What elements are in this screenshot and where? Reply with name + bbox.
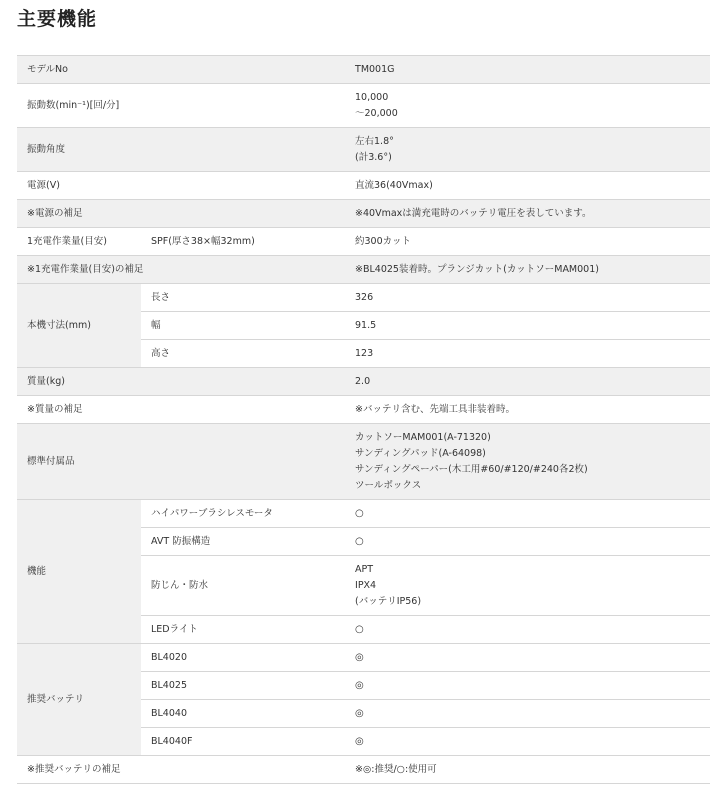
circle-mark: ○ [345, 500, 710, 528]
page-title: 主要機能 [17, 8, 98, 30]
row-label: 質量(kg) [17, 368, 345, 396]
row-functions [17, 500, 710, 528]
row-value: ※◎:推奨/○:使用可 [345, 756, 710, 784]
row-value [345, 556, 710, 616]
row-model [17, 56, 710, 84]
value-line: カットソーMAM001(A-71320) [355, 431, 491, 443]
row-label: 機能 [17, 500, 141, 644]
row-value [345, 128, 710, 172]
row-sublabel: BL4040F [141, 728, 345, 756]
row-work [17, 228, 710, 256]
row-label: 1充電作業量(目安) [17, 228, 141, 256]
row-sublabel: BL4020 [141, 644, 345, 672]
row-sublabel: BL4025 [141, 672, 345, 700]
row-label: ※電源の補足 [17, 200, 345, 228]
row-work-note [17, 256, 710, 284]
value-line: ～20,000 [355, 107, 398, 119]
row-value: 326 [345, 284, 710, 312]
row-sublabel: 防じん・防水 [141, 556, 345, 616]
row-value: ※40Vmaxは満充電時のバッテリ電圧を表しています。 [345, 200, 710, 228]
double-circle-mark: ◎ [345, 644, 710, 672]
row-value: 直流36(40Vmax) [345, 172, 710, 200]
row-value: 2.0 [345, 368, 710, 396]
row-sublabel: 幅 [141, 312, 345, 340]
row-label: ※1充電作業量(目安)の補足 [17, 256, 345, 284]
row-angle [17, 128, 710, 172]
row-accessories [17, 424, 710, 500]
row-sublabel: AVT 防振構造 [141, 528, 345, 556]
value-line: (バッテリIP56) [355, 595, 422, 607]
row-battery-note [17, 756, 710, 784]
row-value [345, 424, 710, 500]
row-dimensions [17, 284, 710, 312]
value-line: ツールボックス [355, 479, 422, 491]
value-line: 左右1.8° [355, 135, 394, 147]
value-line: サンディングパッド(A-64098) [355, 447, 486, 459]
value-line: APT [355, 563, 374, 575]
row-battery [17, 644, 710, 672]
row-vibration [17, 84, 710, 128]
row-sublabel: 長さ [141, 284, 345, 312]
row-label: 電源(V) [17, 172, 345, 200]
circle-mark: ○ [345, 528, 710, 556]
value-line: 10,000 [355, 91, 389, 103]
double-circle-mark: ◎ [345, 672, 710, 700]
value-line: サンディングペーパー(木工用#60/#120/#240各2枚) [355, 463, 588, 475]
row-label: モデルNo [17, 56, 345, 84]
row-sublabel: 高さ [141, 340, 345, 368]
circle-mark: ○ [345, 616, 710, 644]
row-value: ※バッテリ含む、先端工具非装着時。 [345, 396, 710, 424]
row-label: ※質量の補足 [17, 396, 345, 424]
row-label: 振動角度 [17, 128, 345, 172]
row-sublabel: LEDライト [141, 616, 345, 644]
row-label: 推奨バッテリ [17, 644, 141, 756]
row-power-note [17, 200, 710, 228]
row-value: TM001G [345, 56, 710, 84]
row-power [17, 172, 710, 200]
value-line: IPX4 [355, 579, 377, 591]
row-value: 91.5 [345, 312, 710, 340]
row-label: 本機寸法(mm) [17, 284, 141, 368]
row-value [345, 84, 710, 128]
row-sublabel: SPF(厚さ38×幅32mm) [141, 228, 345, 256]
row-weight [17, 368, 710, 396]
spec-table [17, 55, 710, 784]
double-circle-mark: ◎ [345, 700, 710, 728]
row-value: 123 [345, 340, 710, 368]
row-weight-note [17, 396, 710, 424]
row-sublabel: ハイパワーブラシレスモータ [141, 500, 345, 528]
row-value: ※BL4025装着時。プランジカット(カットソーMAM001) [345, 256, 710, 284]
row-label: ※推奨バッテリの補足 [17, 756, 345, 784]
value-line: (計3.6°) [355, 151, 392, 163]
row-label: 標準付属品 [17, 424, 345, 500]
row-value: 約300カット [345, 228, 710, 256]
row-label: 振動数(min⁻¹)[回/分] [17, 84, 345, 128]
double-circle-mark: ◎ [345, 728, 710, 756]
row-sublabel: BL4040 [141, 700, 345, 728]
